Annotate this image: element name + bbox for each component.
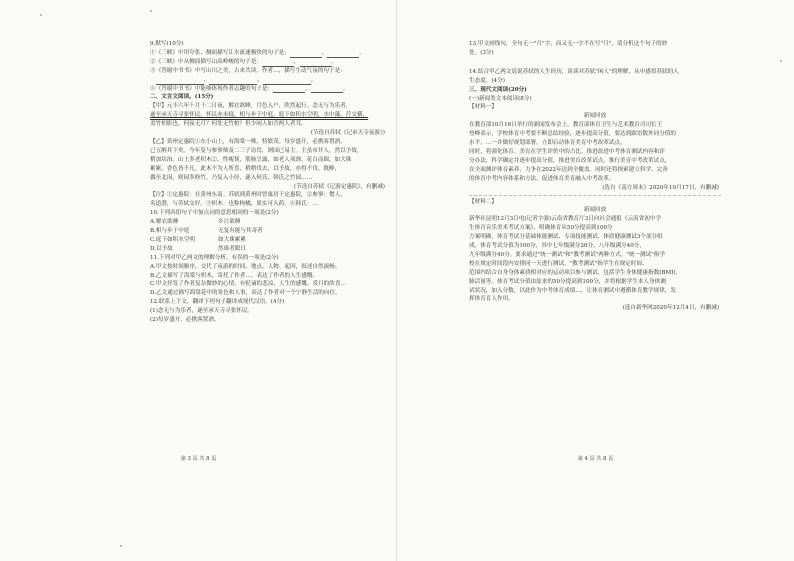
material-1-line-2: 登峰表示，学校体育中考要不断总结经验，逐步提高分值，要达到跟语数外同分值的 xyxy=(469,131,676,138)
right-column xyxy=(469,40,721,313)
passage-yi-line-5: 偶至北岗，则园多修竹，乃复入小径，遂入何氏、韩氏之竹园…… xyxy=(150,174,313,181)
page-number-right: 第 4 页 共 8 页 xyxy=(577,456,614,462)
notes-line-1: 【注】①定惠院：在黄州东南。苏轼到黄州时曾寓居于定惠院。②参寥：僧人， xyxy=(150,192,346,199)
answer-blank[interactable] xyxy=(263,78,311,85)
material-2-source: (选自新华网2020年12月4日，有删减) xyxy=(622,305,719,312)
material-divider xyxy=(469,195,721,196)
q10-option-d[interactable]: D.以予故 然谁者眼日 xyxy=(150,245,246,252)
material-1-title: 新闻回放 xyxy=(583,113,607,120)
q9-item-4: ④《答谢中书书》中能够体现作者志趣的句子是： ， 。 xyxy=(150,85,349,92)
scan-speck xyxy=(150,10,152,12)
section-2-heading: 二、文言文阅读。(15分) xyxy=(150,94,214,101)
material-2-line-2: 生体育音乐美术考试方案》，明确体育从50分提高到100分 xyxy=(469,225,613,232)
answer-blank[interactable] xyxy=(327,51,359,58)
answer-space[interactable] xyxy=(469,58,721,68)
q9-item-1: ①《三峡》中用夸张、侧面描写江水流速极快的句子是： ， 。 xyxy=(150,49,366,56)
scan-speck xyxy=(40,14,42,16)
answer-blank[interactable] xyxy=(156,78,204,85)
q14-line-1: 14.结合甲乙两文说说苏轼的人生经历，谈谈对苏轼"闲人"的理解，从中感悟苏轼的人 xyxy=(469,68,679,75)
subsection-1-heading: (一)新闻类文本阅读(8分) xyxy=(469,95,532,102)
answer-blank[interactable] xyxy=(209,78,257,85)
passage-yi-source: (节选自苏轼《记游定惠院》，有删减) xyxy=(293,183,385,190)
material-1-source: (选自《南方周末》2020年10月17日，有删减) xyxy=(602,184,719,191)
notes-line-2: 名道潜，与苏轼交好。③枳木：也称枸橘，果实可入药。④韩氏：… xyxy=(150,201,318,208)
q13-line-2: 处。(3分) xyxy=(469,49,494,56)
q12-item-2: (2)每岁盛开，必携客置酒。 xyxy=(150,317,220,324)
material-2-line-10: 挥体育育人作用。 xyxy=(469,296,514,303)
material-1-line-6: 在全面测评体育素养，力争在2022年达到全覆盖。同时还将探索建立科学、完善 xyxy=(469,166,668,173)
material-2-line-1: 新华社昆明12月3日电(记者字强)云南省教育厅3日向社会通报《云南省初中学 xyxy=(469,216,662,223)
passage-yi-line-1: 【乙】黄州定惠院①东小山上，有海棠一株，特繁茂。每岁盛开，必携客置酒， xyxy=(150,138,346,145)
answer-blank[interactable] xyxy=(300,60,332,67)
exam-page-right xyxy=(397,0,794,561)
material-1-line-5: 分办法，科学确定并逐步提高分值，推进美育改革试点，推行美育中考改革试点， xyxy=(469,157,671,164)
material-1-line-1: 在教育部10月16日举行的新闻发布会上，教育部体育卫生与艺术教育司司长王 xyxy=(469,122,663,129)
passage-yi-line-3: 稍加培治。山上多老枳木②，性瘦韧，筋脉呈露，如老人项颈。花白而圆，如大珠 xyxy=(150,156,352,163)
q9-item-3: ③《答谢中书书》中写山川之美，古来共谈，作者…，描写生动气氛的句子是： xyxy=(150,67,346,74)
q9-item-2: ②《三峡》中从侧面描写山高岭峻的句子是： ， 。 xyxy=(150,58,338,65)
q12-title: 12.联系上下文，翻译下列句子翻译成现代汉语。(4分) xyxy=(150,299,285,306)
material-2-line-7: 范围内结合自身身体素质相对应的运动项目参与测试，包括学生身体健康指数(BMI)、 xyxy=(469,269,682,276)
material-1-line-3: 水平。…一并做好规划部署，立即启动体育美育中考改革试点。 xyxy=(469,140,626,147)
answer-blank[interactable] xyxy=(262,60,294,67)
q11-option-c[interactable]: C.甲文抒发了作者复杂微妙的心情，有贬谪的悲凉、人生的感慨、赏月的欣喜… xyxy=(150,281,347,288)
section-3-heading: 三、现代文阅读(20分) xyxy=(469,86,527,93)
passage-yi-line-2: 已五醉其下矣。今年复与参寥师及二三子访焉，则园已易主。主虽市井人，然以予故， xyxy=(150,147,363,154)
material-1-label: 【材料一】 xyxy=(469,104,497,111)
material-1-line-4: 同时，将强化体育、美育在学生评价中的占比。推进改进中考体育测试内容和评 xyxy=(469,148,665,155)
q9-item-3-blanks: ， ， 。 xyxy=(150,76,387,85)
material-2-line-9: 试状况，加入分数，以此作为中考体育成绩…，让体育测试中遵循体育教学规律，发 xyxy=(469,287,676,294)
q14-line-2: 生态度。(4分) xyxy=(469,77,505,84)
material-2-line-8: 肺活量等。体育考试分值由原来的50分提高到100分，并将根据学生本人身体测 xyxy=(469,278,666,285)
passage-jia-source: (节选自苏轼《记承天寺夜游》) xyxy=(310,130,385,137)
q10-option-b[interactable]: B.相与步于中庭 无复有能与其奇者 xyxy=(150,228,263,235)
answer-blank[interactable] xyxy=(311,86,343,93)
material-2-title: 新闻回放 xyxy=(583,207,607,214)
q11-title: 11.下列对甲乙两文的理解分析，有误的一项是(2分) xyxy=(150,254,279,261)
passage-yi-line-4: 累累，香色皆不凡。此木不为人所喜，稍稍伐去，以予故，亦得不伐。既醉， xyxy=(150,165,341,172)
passage-jia-line-3: 盖竹柏影也。何夜无月？何处无竹柏？但少闲人如吾两人者耳。 xyxy=(150,121,307,128)
material-2-label: 【材料二】 xyxy=(469,198,497,205)
answer-blank[interactable] xyxy=(273,86,305,93)
q11-option-a[interactable]: A.甲文按时间顺序，交代了夜游的时间、地点、人物、起因，叙述自然流畅。 xyxy=(150,263,341,270)
q10-title: 10.下列各组句子中加点词的意思相同的一项是(2分) xyxy=(150,210,279,217)
material-2-line-4: 成，体育考试分值为100分，其中七年级满分20分，八年级满分40分， xyxy=(469,243,645,250)
material-2-line-5: 九年级满分40分。要求通过"统一测试"和"教考测试"两种方式。"统一测试"指学 xyxy=(469,251,665,258)
q12-item-1: (1)念无与为乐者，遂至承天寺寻张怀民。 xyxy=(150,308,254,315)
material-2-line-3: 方案明确，体育考试分基础体能测试、专项技能测试、体质健康测试3个部分组 xyxy=(469,234,663,241)
q13-line-1: 13.甲文画线句，全句无一"月"字，而又无一字不在写"月"，请分析这个句子的妙 xyxy=(469,41,668,47)
q11-option-b[interactable]: B.乙文描写了海棠与枳木，寄托了作者…，表达了作者的人生感慨。 xyxy=(150,272,319,279)
answer-blank[interactable] xyxy=(290,51,322,58)
material-2-line-6: 校在规定时间段内安排同一天进行测试，"教考测试"指学生在规定时间、 xyxy=(469,260,648,267)
q10-option-a[interactable]: A.解衣欲睡 乡日欲睡 xyxy=(150,219,241,226)
material-1-line-7: 的体育中考内容体系和方法，促进体育美育融入中考改革。 xyxy=(469,175,615,182)
passage-jia-line-1: 【甲】元丰六年十月十二日夜，解衣欲睡，月色入户，欣然起行。念无与为乐者， xyxy=(150,103,352,110)
q11-option-d[interactable]: D.乙文通过描写海棠花中的景色和人事，表达了作者对一个宁静生活的向往。 xyxy=(150,290,341,297)
page-number-left: 第 3 页 共 8 页 xyxy=(180,456,217,462)
left-column xyxy=(150,40,387,325)
q9-title: 9.默写(10分) xyxy=(150,41,184,47)
q10-option-c[interactable]: C.庭下如积水空明 如大珠累累 xyxy=(150,236,246,243)
scan-speck xyxy=(780,60,782,62)
passage-jia-line-2: 遂至承天寺寻张怀民。怀民亦未寝，相与步于中庭。庭下如积水空明，水中藻、荇交横， xyxy=(150,112,369,119)
scan-speck xyxy=(120,545,122,547)
